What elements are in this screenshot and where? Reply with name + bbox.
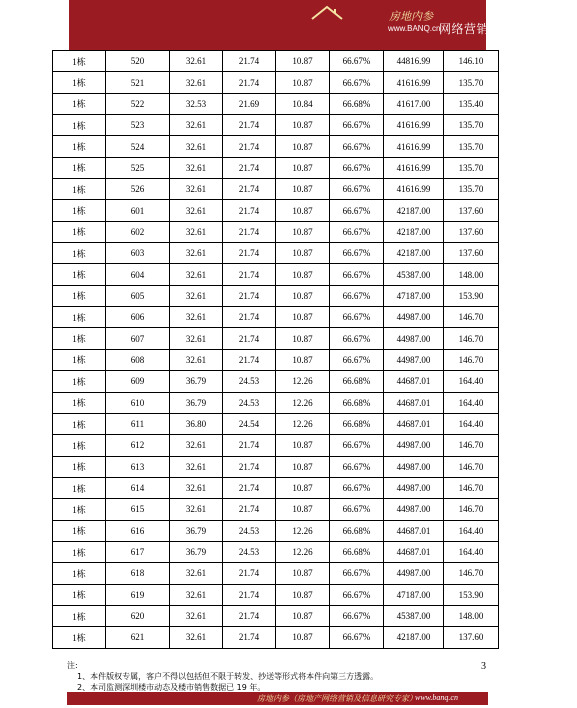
table-cell: 148.00: [444, 264, 499, 285]
table-cell: 612: [106, 435, 170, 456]
table-cell: 66.68%: [330, 371, 384, 392]
table-cell: 41616.99: [384, 115, 444, 136]
table-cell: 148.00: [444, 605, 499, 626]
table-cell: 32.61: [170, 349, 223, 370]
notes-line-1: 1、本件版权专属，客户不得以包括但不限于转发、抄送等形式将本件向第三方透露。: [77, 672, 379, 681]
table-cell: 21.74: [223, 456, 276, 477]
table-cell: 146.70: [444, 328, 499, 349]
table-cell: 66.67%: [330, 499, 384, 520]
table-row: [53, 264, 499, 285]
table-cell: 146.70: [444, 349, 499, 370]
table-cell: 146.70: [444, 307, 499, 328]
table-cell: 66.67%: [330, 157, 384, 178]
table-cell: 164.40: [444, 371, 499, 392]
table-cell: 66.67%: [330, 307, 384, 328]
table-cell: 66.67%: [330, 435, 384, 456]
table-cell: 602: [106, 221, 170, 242]
table-cell: 10.87: [276, 328, 330, 349]
table-cell: 1栋: [53, 93, 106, 114]
table-cell: 66.67%: [330, 264, 384, 285]
table-cell: 1栋: [53, 499, 106, 520]
table-cell: 66.67%: [330, 72, 384, 93]
table-cell: 32.61: [170, 179, 223, 200]
table-cell: 135.70: [444, 157, 499, 178]
table-row: [53, 435, 499, 456]
table-cell: 44987.00: [384, 563, 444, 584]
table-cell: 10.87: [276, 477, 330, 498]
table-cell: 10.84: [276, 93, 330, 114]
table-row: [53, 520, 499, 541]
table-cell: 44987.00: [384, 435, 444, 456]
table-row: [53, 221, 499, 242]
table-cell: 21.74: [223, 563, 276, 584]
table-cell: 41617.00: [384, 93, 444, 114]
notes: [67, 660, 378, 693]
table-row: [53, 605, 499, 626]
table-cell: 42187.00: [384, 200, 444, 221]
table-row: [53, 499, 499, 520]
table-cell: 606: [106, 307, 170, 328]
table-cell: 10.87: [276, 563, 330, 584]
table-cell: 620: [106, 605, 170, 626]
table-row: [53, 179, 499, 200]
table-row: [53, 477, 499, 498]
table-cell: 66.67%: [330, 200, 384, 221]
table-cell: 32.61: [170, 72, 223, 93]
table-cell: 1栋: [53, 328, 106, 349]
table-cell: 32.61: [170, 157, 223, 178]
table-cell: 32.61: [170, 243, 223, 264]
table-cell: 1栋: [53, 627, 106, 648]
table-cell: 1栋: [53, 435, 106, 456]
table-row: [53, 200, 499, 221]
table-cell: 44816.99: [384, 51, 444, 72]
table-cell: 12.26: [276, 520, 330, 541]
table-cell: 146.70: [444, 499, 499, 520]
table-cell: 1栋: [53, 307, 106, 328]
table-cell: 10.87: [276, 51, 330, 72]
table-cell: 1栋: [53, 605, 106, 626]
table-cell: 10.87: [276, 349, 330, 370]
table-row: [53, 93, 499, 114]
table-cell: 32.61: [170, 456, 223, 477]
table-cell: 44687.01: [384, 371, 444, 392]
table-cell: 1栋: [53, 371, 106, 392]
table-cell: 24.53: [223, 371, 276, 392]
table-cell: 1栋: [53, 157, 106, 178]
table-cell: 604: [106, 264, 170, 285]
table-cell: 135.70: [444, 72, 499, 93]
table-row: [53, 285, 499, 306]
table-cell: 24.53: [223, 392, 276, 413]
table-cell: 21.74: [223, 264, 276, 285]
table-cell: 614: [106, 477, 170, 498]
table-cell: 32.61: [170, 605, 223, 626]
table-cell: 1栋: [53, 221, 106, 242]
table-cell: 32.61: [170, 51, 223, 72]
table-cell: 21.74: [223, 499, 276, 520]
table-cell: 21.74: [223, 349, 276, 370]
table-cell: 66.67%: [330, 349, 384, 370]
header-title: 网络营销及信息研究专家: [439, 22, 577, 36]
table-cell: 608: [106, 349, 170, 370]
table-cell: 1栋: [53, 264, 106, 285]
logo-url: www.BANQ.cn: [388, 24, 441, 33]
table-cell: 66.67%: [330, 328, 384, 349]
table-cell: 1栋: [53, 179, 106, 200]
sales-table: [52, 50, 499, 649]
table-cell: 603: [106, 243, 170, 264]
table-cell: 66.67%: [330, 179, 384, 200]
table-cell: 21.74: [223, 307, 276, 328]
table-cell: 32.61: [170, 221, 223, 242]
table-cell: 21.69: [223, 93, 276, 114]
table-cell: 21.74: [223, 115, 276, 136]
table-cell: 146.70: [444, 435, 499, 456]
table-cell: 66.68%: [330, 520, 384, 541]
table-cell: 601: [106, 200, 170, 221]
table-cell: 41616.99: [384, 157, 444, 178]
table-cell: 616: [106, 520, 170, 541]
table-cell: 1栋: [53, 456, 106, 477]
table-cell: 10.87: [276, 115, 330, 136]
table-row: [53, 115, 499, 136]
table-cell: 66.67%: [330, 115, 384, 136]
table-cell: 12.26: [276, 371, 330, 392]
header-banner: [69, 0, 577, 50]
table-cell: 32.61: [170, 563, 223, 584]
table-cell: 32.61: [170, 264, 223, 285]
table-cell: 10.87: [276, 584, 330, 605]
table-row: [53, 371, 499, 392]
table-cell: 36.79: [170, 541, 223, 562]
table-cell: 66.68%: [330, 541, 384, 562]
table-cell: 611: [106, 413, 170, 434]
table-cell: 525: [106, 157, 170, 178]
table-cell: 146.70: [444, 477, 499, 498]
table-cell: 66.67%: [330, 285, 384, 306]
table-row: [53, 157, 499, 178]
table-cell: 10.87: [276, 243, 330, 264]
table-row: [53, 51, 499, 72]
table-cell: 21.74: [223, 243, 276, 264]
table-cell: 47187.00: [384, 584, 444, 605]
table-row: [53, 584, 499, 605]
table-cell: 36.79: [170, 371, 223, 392]
table-cell: 32.53: [170, 93, 223, 114]
table-cell: 146.70: [444, 563, 499, 584]
table-cell: 607: [106, 328, 170, 349]
table-cell: 164.40: [444, 392, 499, 413]
table-cell: 66.67%: [330, 584, 384, 605]
table-cell: 10.87: [276, 221, 330, 242]
footer-text: 房地内参（房地产网络营销及信息研究专家）: [257, 694, 417, 703]
table-row: [53, 627, 499, 648]
table-cell: 520: [106, 51, 170, 72]
table-cell: 1栋: [53, 136, 106, 157]
table-cell: 10.87: [276, 157, 330, 178]
table-cell: 42187.00: [384, 243, 444, 264]
table-cell: 621: [106, 627, 170, 648]
table-cell: 137.60: [444, 627, 499, 648]
table-cell: 1栋: [53, 115, 106, 136]
table-cell: 41616.99: [384, 72, 444, 93]
table-cell: 1栋: [53, 541, 106, 562]
table-cell: 36.79: [170, 520, 223, 541]
table-cell: 32.61: [170, 584, 223, 605]
table-cell: 146.70: [444, 456, 499, 477]
table-cell: 1栋: [53, 392, 106, 413]
table-cell: 137.60: [444, 221, 499, 242]
table-row: [53, 541, 499, 562]
table-row: [53, 563, 499, 584]
table-cell: 66.67%: [330, 627, 384, 648]
table-cell: 66.67%: [330, 221, 384, 242]
table-cell: 137.60: [444, 243, 499, 264]
table-row: [53, 456, 499, 477]
table-cell: 135.70: [444, 179, 499, 200]
table-cell: 1栋: [53, 285, 106, 306]
table-cell: 609: [106, 371, 170, 392]
table-cell: 619: [106, 584, 170, 605]
table-cell: 135.40: [444, 93, 499, 114]
table-cell: 24.53: [223, 520, 276, 541]
table-cell: 1栋: [53, 520, 106, 541]
table-cell: 36.79: [170, 392, 223, 413]
table-cell: 66.68%: [330, 413, 384, 434]
table-cell: 44987.00: [384, 456, 444, 477]
table-cell: 10.87: [276, 179, 330, 200]
table-cell: 10.87: [276, 200, 330, 221]
table-cell: 32.61: [170, 499, 223, 520]
table-cell: 41616.99: [384, 179, 444, 200]
table-cell: 32.61: [170, 115, 223, 136]
table-cell: 21.74: [223, 605, 276, 626]
table-cell: 47187.00: [384, 285, 444, 306]
table-cell: 137.60: [444, 200, 499, 221]
footer-banner: [67, 692, 488, 705]
table-cell: 10.87: [276, 605, 330, 626]
table-cell: 44687.01: [384, 520, 444, 541]
table-cell: 10.87: [276, 456, 330, 477]
table-cell: 24.54: [223, 413, 276, 434]
table-cell: 1栋: [53, 349, 106, 370]
table-cell: 44987.00: [384, 499, 444, 520]
table-cell: 521: [106, 72, 170, 93]
table-cell: 1栋: [53, 563, 106, 584]
table-cell: 42187.00: [384, 221, 444, 242]
table-cell: 153.90: [444, 285, 499, 306]
table-cell: 1栋: [53, 413, 106, 434]
table-cell: 1栋: [53, 51, 106, 72]
table-cell: 526: [106, 179, 170, 200]
table-cell: 1栋: [53, 477, 106, 498]
table-cell: 32.61: [170, 477, 223, 498]
table-cell: 10.87: [276, 499, 330, 520]
table-cell: 522: [106, 93, 170, 114]
table-cell: 24.53: [223, 541, 276, 562]
table-cell: 66.67%: [330, 51, 384, 72]
house-logo-icon: [310, 5, 344, 23]
table-cell: 153.90: [444, 584, 499, 605]
table-cell: 10.87: [276, 627, 330, 648]
table-cell: 10.87: [276, 307, 330, 328]
table-cell: 41616.99: [384, 136, 444, 157]
table-cell: 32.61: [170, 200, 223, 221]
table-cell: 12.26: [276, 392, 330, 413]
table-cell: 44687.01: [384, 413, 444, 434]
table-cell: 32.61: [170, 435, 223, 456]
table-cell: 10.87: [276, 72, 330, 93]
logo-text: 房地内参: [389, 11, 433, 23]
table-cell: 610: [106, 392, 170, 413]
table-row: [53, 392, 499, 413]
table-cell: 21.74: [223, 477, 276, 498]
table-cell: 1栋: [53, 584, 106, 605]
notes-label: 注:: [67, 661, 78, 670]
table-cell: 21.74: [223, 627, 276, 648]
table-cell: 21.74: [223, 136, 276, 157]
footer-url: www.banq.cn: [415, 693, 458, 702]
table-row: [53, 349, 499, 370]
table-cell: 10.87: [276, 264, 330, 285]
table-row: [53, 328, 499, 349]
table-cell: 21.74: [223, 200, 276, 221]
table-cell: 66.67%: [330, 563, 384, 584]
page-number: 3: [481, 661, 486, 672]
table-cell: 21.74: [223, 179, 276, 200]
table-cell: 164.40: [444, 413, 499, 434]
table-row: [53, 413, 499, 434]
table-cell: 44687.01: [384, 392, 444, 413]
table-cell: 21.74: [223, 221, 276, 242]
table-cell: 164.40: [444, 541, 499, 562]
table-cell: 21.74: [223, 328, 276, 349]
table-cell: 1栋: [53, 200, 106, 221]
table-cell: 10.87: [276, 136, 330, 157]
notes-line-2: 2、本司监测深圳楼市动态及楼市销售数据已 19 年。: [77, 683, 266, 692]
table-cell: 45387.00: [384, 605, 444, 626]
table-cell: 32.61: [170, 136, 223, 157]
table-cell: 66.67%: [330, 243, 384, 264]
table-row: [53, 72, 499, 93]
table-row: [53, 136, 499, 157]
table-cell: 44687.01: [384, 541, 444, 562]
table-cell: 1栋: [53, 243, 106, 264]
table-cell: 66.67%: [330, 136, 384, 157]
table-cell: 21.74: [223, 51, 276, 72]
table-cell: 164.40: [444, 520, 499, 541]
table-cell: 12.26: [276, 413, 330, 434]
table-cell: 523: [106, 115, 170, 136]
table-row: [53, 307, 499, 328]
table-cell: 44987.00: [384, 307, 444, 328]
table-cell: 21.74: [223, 435, 276, 456]
table-cell: 44987.00: [384, 349, 444, 370]
table-cell: 21.74: [223, 584, 276, 605]
table-cell: 32.61: [170, 328, 223, 349]
table-cell: 66.67%: [330, 477, 384, 498]
table-row: [53, 243, 499, 264]
table-cell: 10.87: [276, 285, 330, 306]
table-cell: 12.26: [276, 541, 330, 562]
table-cell: 45387.00: [384, 264, 444, 285]
table-cell: 66.68%: [330, 392, 384, 413]
table-cell: 21.74: [223, 285, 276, 306]
table-cell: 1栋: [53, 72, 106, 93]
table-cell: 618: [106, 563, 170, 584]
table-cell: 615: [106, 499, 170, 520]
table-cell: 32.61: [170, 627, 223, 648]
table-cell: 10.87: [276, 435, 330, 456]
table-cell: 605: [106, 285, 170, 306]
table-cell: 21.74: [223, 72, 276, 93]
table-cell: 21.74: [223, 157, 276, 178]
table-cell: 44987.00: [384, 328, 444, 349]
table-cell: 32.61: [170, 307, 223, 328]
table-cell: 146.10: [444, 51, 499, 72]
table-cell: 36.80: [170, 413, 223, 434]
table-cell: 66.67%: [330, 456, 384, 477]
table-cell: 135.70: [444, 115, 499, 136]
table-cell: 135.70: [444, 136, 499, 157]
table-cell: 44987.00: [384, 477, 444, 498]
table-cell: 613: [106, 456, 170, 477]
table-cell: 66.68%: [330, 93, 384, 114]
table-cell: 42187.00: [384, 627, 444, 648]
table-cell: 524: [106, 136, 170, 157]
table-cell: 66.67%: [330, 605, 384, 626]
table-cell: 32.61: [170, 285, 223, 306]
table-cell: 617: [106, 541, 170, 562]
